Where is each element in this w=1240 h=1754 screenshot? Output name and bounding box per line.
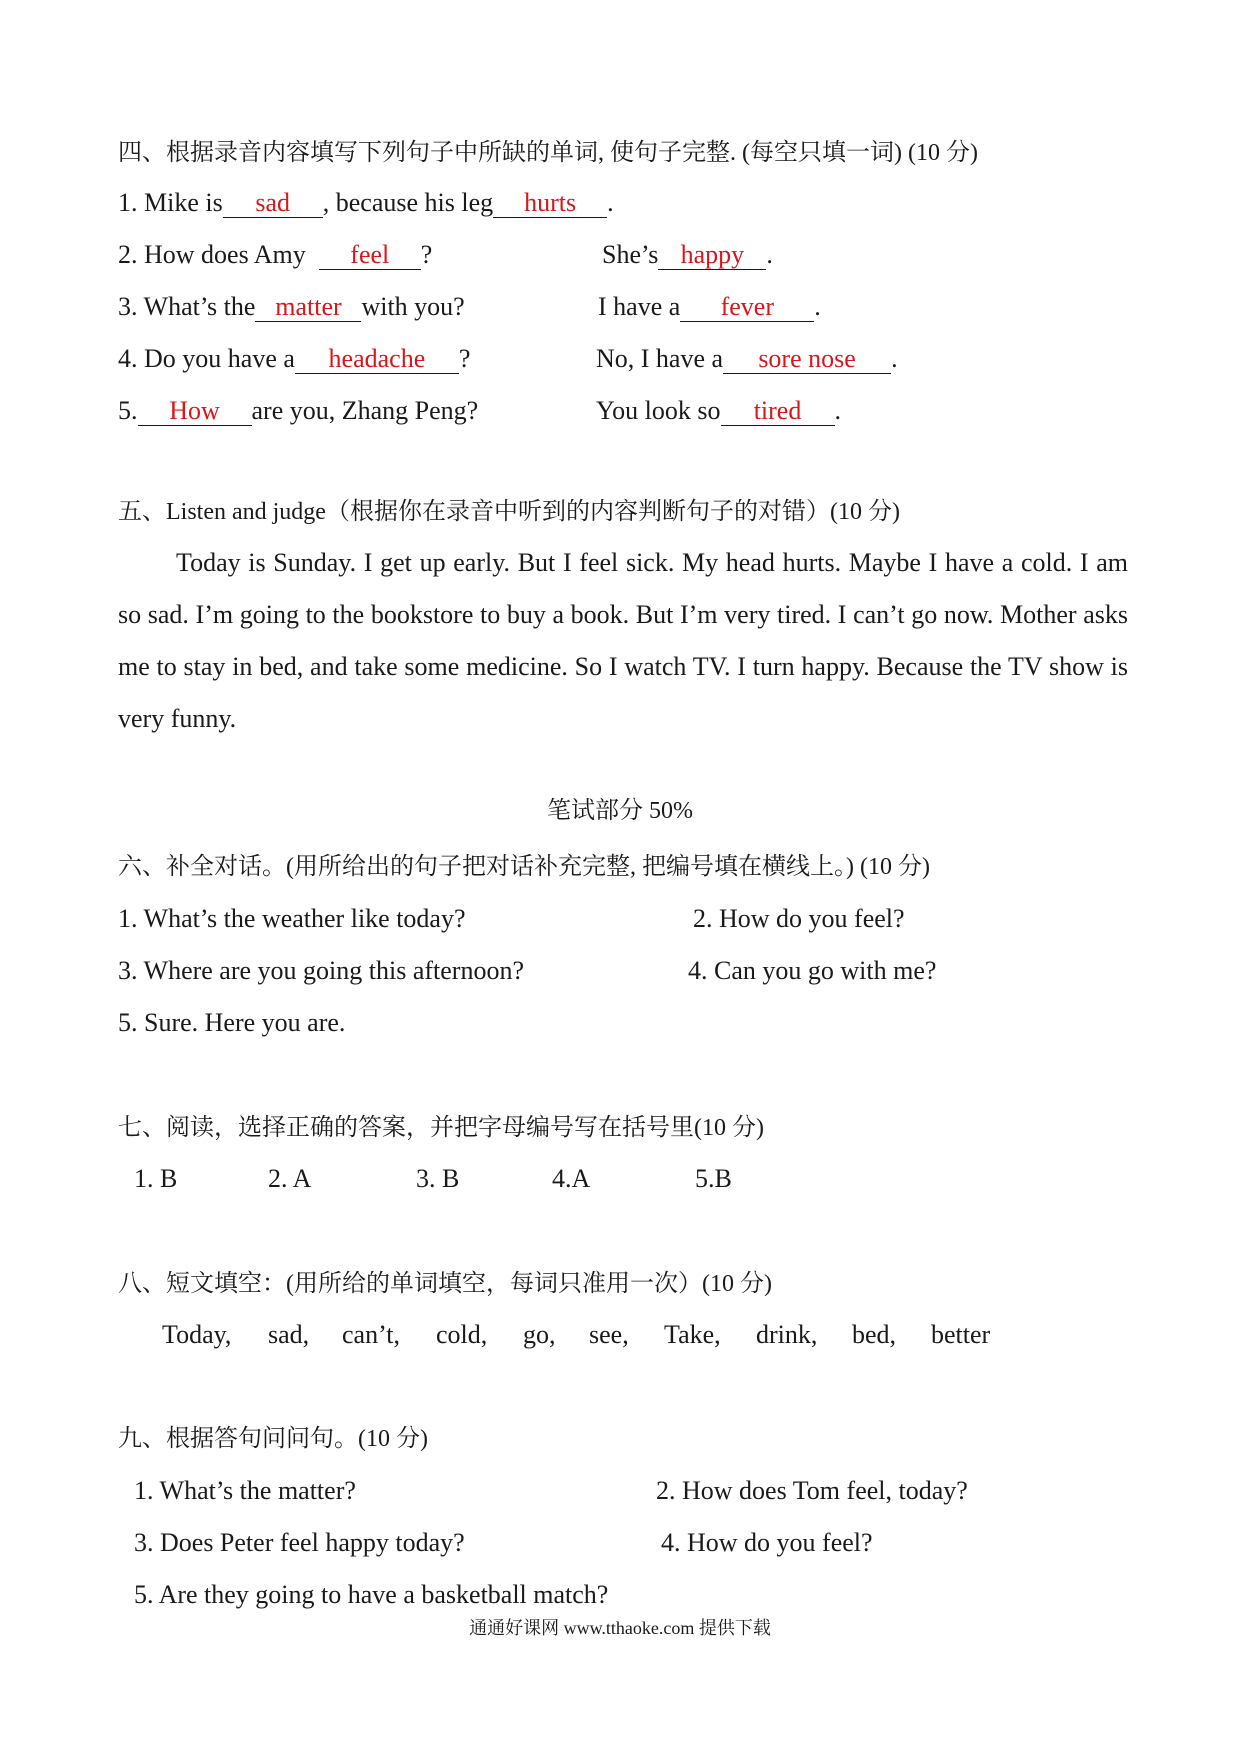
word-bank-item: better: [931, 1320, 991, 1349]
word-bank-item: Today,: [162, 1320, 232, 1349]
sec9-item-2: 2. How does Tom feel, today?: [656, 1476, 968, 1505]
q5-answer-1: How: [138, 397, 252, 426]
q3-text-d: .: [814, 292, 821, 321]
q5-text-a: 5.: [118, 396, 138, 425]
word-bank-item: Take,: [664, 1320, 721, 1349]
sec6-item-2: 2. How do you feel?: [693, 904, 905, 933]
sec9-item-4: 4. How do you feel?: [661, 1528, 873, 1557]
sec6-item-5: 5. Sure. Here you are.: [118, 1008, 346, 1037]
q1-answer-2: hurts: [493, 189, 607, 218]
sec7-answer-5: 5.B: [695, 1164, 732, 1193]
sec7-answer-4: 4.A: [552, 1164, 591, 1193]
q3-text-c: I have a: [598, 292, 681, 321]
sec4-question-2-right: [602, 240, 773, 270]
section-4-title: 四、根据录音内容填写下列句子中所缺的单词, 使句子完整. (每空只填一词) (10 分): [118, 140, 978, 166]
sec4-question-2-left: [118, 240, 432, 270]
written-part-heading: 笔试部分 50%: [547, 798, 693, 824]
q2-text-a: 2. How does Amy: [118, 240, 306, 269]
sec7-answer-1: 1. B: [134, 1164, 178, 1193]
section-9-title: 九、根据答句问问句。(10 分): [118, 1426, 428, 1452]
section-7-title: 七、阅读，选择正确的答案，并把字母编号写在括号里(10 分): [118, 1115, 764, 1141]
q2-text-b: ?: [420, 240, 433, 269]
section-6-title: 六、补全对话。(用所给出的句子把对话补充完整, 把编号填在横线上。) (10 分): [118, 854, 930, 880]
page-footer: 通通好课网 www.tthaoke.com 提供下载: [469, 1618, 771, 1638]
sec4-question-4-left: [118, 344, 470, 374]
q3-text-b: with you?: [361, 292, 465, 321]
sec4-question-4-right: [596, 344, 898, 374]
sec6-item-3: 3. Where are you going this afternoon?: [118, 956, 524, 985]
word-bank-item: drink,: [756, 1320, 818, 1349]
sec4-question-5-left: [118, 396, 478, 426]
q1-text-c: .: [607, 188, 614, 217]
q4-answer-2: sore nose: [723, 345, 891, 374]
sec4-question-1: [118, 188, 614, 218]
q2-text-c: She’s: [602, 240, 659, 269]
q5-text-b: are you, Zhang Peng?: [251, 396, 479, 425]
word-bank-item: cold,: [436, 1320, 488, 1349]
word-bank-item: see,: [589, 1320, 629, 1349]
q2-answer-1: feel: [319, 241, 421, 270]
word-bank-item: bed,: [852, 1320, 897, 1349]
listening-passage: Today is Sunday. I get up early. But I feel sick. My head hurts. Maybe I have a cold. I am so sad. I’m going to the bookstore to buy a book. But I’m very tired. I can’t go now. Mother asks me to stay in bed, and take some medicine. So I watch TV. I turn happy. Because the TV show is very funny.: [118, 548, 1128, 733]
q5-answer-2: tired: [721, 397, 835, 426]
word-bank-item: go,: [523, 1320, 556, 1349]
sec6-item-1: 1. What’s the weather like today?: [118, 904, 466, 933]
q2-text-d: .: [766, 240, 773, 269]
sec7-answer-3: 3. B: [416, 1164, 460, 1193]
sec4-question-3-left: [118, 292, 465, 322]
sec6-item-4: 4. Can you go with me?: [688, 956, 937, 985]
sec4-question-3-right: [598, 292, 821, 322]
q5-text-d: .: [834, 396, 842, 425]
sec4-question-5-right: [596, 396, 841, 426]
sec9-item-3: 3. Does Peter feel happy today?: [134, 1528, 465, 1557]
q4-answer-1: headache: [295, 345, 459, 374]
word-bank-item: sad,: [268, 1320, 310, 1349]
section-8-title: 八、短文填空：(用所给的单词填空，每词只准用一次）(10 分): [118, 1271, 772, 1297]
section-5-title: 五、Listen and judge（根据你在录音中听到的内容判断句子的对错）(10 分): [118, 499, 900, 525]
q1-text-b: , because his leg: [322, 188, 494, 217]
sec7-answer-2: 2. A: [268, 1164, 312, 1193]
word-bank-item: can’t,: [342, 1320, 400, 1349]
q4-text-a: 4. Do you have a: [118, 344, 295, 373]
q3-text-a: 3. What’s the: [118, 292, 256, 321]
q3-answer-1: matter: [255, 293, 361, 322]
q3-answer-2: fever: [680, 293, 814, 322]
q2-answer-2: happy: [658, 241, 766, 270]
sec9-item-1: 1. What’s the matter?: [134, 1476, 356, 1505]
q4-text-c: No, I have a: [596, 344, 724, 373]
q1-answer-1: sad: [223, 189, 323, 218]
q4-text-d: .: [891, 344, 898, 373]
q5-text-c: You look so: [596, 396, 721, 425]
q4-text-b: ?: [458, 344, 471, 373]
sec9-item-5: 5. Are they going to have a basketball match?: [134, 1580, 609, 1609]
q1-text-a: 1. Mike is: [118, 188, 223, 217]
